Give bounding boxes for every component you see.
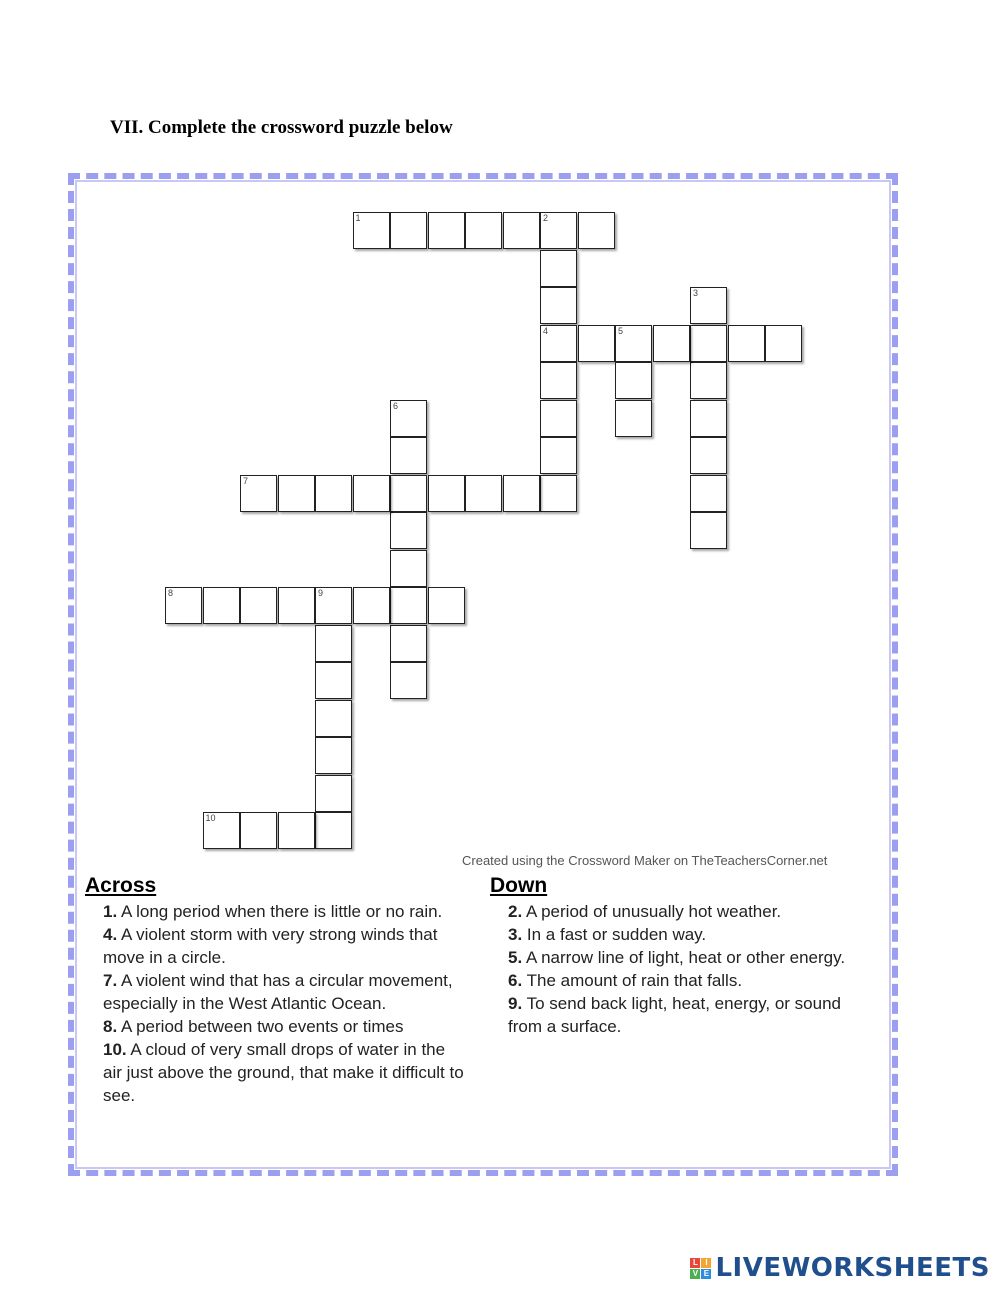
crossword-cell[interactable] <box>390 587 427 624</box>
cell-input[interactable] <box>391 663 426 698</box>
crossword-cell[interactable] <box>540 400 577 437</box>
cell-input[interactable] <box>391 626 426 661</box>
crossword-cell[interactable] <box>728 325 765 362</box>
crossword-cell[interactable] <box>240 812 277 849</box>
crossword-cell[interactable] <box>690 437 727 474</box>
crossword-cell[interactable] <box>390 475 427 512</box>
cell-input[interactable] <box>691 476 726 511</box>
clue-number: 2 <box>543 213 549 223</box>
cell-input[interactable] <box>541 363 576 398</box>
crossword-cell[interactable] <box>690 400 727 437</box>
crossword-cell[interactable] <box>540 362 577 399</box>
cell-input[interactable] <box>691 326 726 361</box>
clue-number: 6 <box>393 400 399 411</box>
crossword-cell[interactable] <box>540 250 577 287</box>
liveworksheets-logo <box>690 1253 990 1283</box>
crossword-cell[interactable] <box>428 587 465 624</box>
credit-text: Created using the Crossword Maker on TheTeachersCorner.net <box>462 853 828 868</box>
cell-input[interactable] <box>541 476 576 511</box>
cell-input[interactable] <box>504 213 539 248</box>
crossword-cell[interactable] <box>203 812 240 849</box>
cell-input[interactable] <box>429 213 464 248</box>
cell-input[interactable] <box>541 438 576 473</box>
cell-input[interactable] <box>429 588 464 623</box>
crossword-cell[interactable] <box>615 362 652 399</box>
crossword-cell[interactable] <box>315 587 352 624</box>
cell-input[interactable] <box>691 363 726 398</box>
cell-input[interactable] <box>391 551 426 586</box>
cell-input[interactable] <box>279 813 314 848</box>
cell-input[interactable] <box>466 476 501 511</box>
clue-down-2: 2. A period of unusually hot weather. <box>508 902 782 921</box>
crossword-cell[interactable] <box>390 212 427 249</box>
crossword-cell[interactable] <box>315 812 352 849</box>
clue-down-6: 6. The amount of rain that falls. <box>508 971 743 990</box>
crossword-cell[interactable] <box>390 400 427 437</box>
cell-input[interactable] <box>391 513 426 548</box>
clue-number: 10 <box>205 813 216 823</box>
cell-input[interactable] <box>429 476 464 511</box>
crossword-cell[interactable] <box>278 587 315 624</box>
crossword-cell[interactable] <box>390 437 427 474</box>
clue-number: 5 <box>618 325 624 336</box>
cell-input[interactable] <box>316 738 351 773</box>
cell-input[interactable] <box>691 513 726 548</box>
crossword-cell[interactable] <box>540 212 577 249</box>
clue-number: 9 <box>318 588 324 598</box>
exercise-heading: VII. Complete the crossword puzzle below <box>110 117 453 138</box>
clue-across-7: 7. A violent wind that has a circular movement, especially in the West Atlantic Ocean. <box>103 971 453 1013</box>
crossword-cell[interactable] <box>428 475 465 512</box>
crossword-cell[interactable] <box>540 475 577 512</box>
liveworksheets-wordmark: LIVEWORKSHEETS <box>715 1253 990 1283</box>
crossword-cell[interactable] <box>315 700 352 737</box>
crossword-cell[interactable] <box>690 512 727 549</box>
cell-input[interactable] <box>391 438 426 473</box>
cell-input[interactable] <box>541 401 576 436</box>
crossword-cell[interactable] <box>653 325 690 362</box>
crossword-cell[interactable] <box>240 475 277 512</box>
clue-across-10: 10. A cloud of very small drops of water in the air just above the ground, that make it difficult to see. <box>103 1040 464 1105</box>
cell-input[interactable] <box>204 588 239 623</box>
crossword-cell[interactable] <box>315 475 352 512</box>
crossword-cell[interactable] <box>353 212 390 249</box>
crossword-cell[interactable] <box>465 212 502 249</box>
crossword-cell[interactable] <box>503 475 540 512</box>
crossword-cell[interactable] <box>615 400 652 437</box>
crossword-cell[interactable] <box>353 587 390 624</box>
crossword-cell[interactable] <box>690 325 727 362</box>
cell-input[interactable] <box>766 326 801 361</box>
cell-input[interactable] <box>316 626 351 661</box>
crossword-cell[interactable] <box>315 775 352 812</box>
cell-input[interactable] <box>391 476 426 511</box>
clue-number: 1 <box>355 213 361 223</box>
crossword-cell[interactable] <box>690 362 727 399</box>
down-clues <box>508 900 853 1038</box>
clue-down-3: 3. In a fast or sudden way. <box>508 925 707 944</box>
cell-input[interactable] <box>241 588 276 623</box>
crossword-cell[interactable] <box>540 437 577 474</box>
clue-across-1: 1. A long period when there is little or no rain. <box>103 902 443 921</box>
cell-input[interactable] <box>391 588 426 623</box>
crossword-cell[interactable] <box>690 475 727 512</box>
crossword-cell[interactable] <box>278 475 315 512</box>
clue-across-4: 4. A violent storm with very strong winds that move in a circle. <box>103 925 438 967</box>
down-title: Down <box>490 874 548 897</box>
clue-number: 3 <box>693 288 699 298</box>
crossword-cell[interactable] <box>315 662 352 699</box>
cell-input[interactable] <box>691 438 726 473</box>
cell-input[interactable] <box>316 663 351 698</box>
cell-input[interactable] <box>654 326 689 361</box>
crossword-cell[interactable] <box>690 287 727 324</box>
cell-input[interactable] <box>279 588 314 623</box>
crossword-cell[interactable] <box>615 325 652 362</box>
liveworksheets-icon: L I V E <box>690 1258 711 1279</box>
clue-number: 7 <box>243 475 249 486</box>
crossword-cell[interactable] <box>315 737 352 774</box>
cell-input[interactable] <box>316 476 351 511</box>
cell-input[interactable] <box>354 588 389 623</box>
crossword-cell[interactable] <box>315 625 352 662</box>
crossword-cell[interactable] <box>765 325 802 362</box>
crossword-cell[interactable] <box>540 287 577 324</box>
crossword-cell[interactable] <box>278 812 315 849</box>
crossword-cell[interactable] <box>203 587 240 624</box>
crossword-cell[interactable] <box>390 662 427 699</box>
cell-input[interactable] <box>579 326 614 361</box>
crossword-cell[interactable] <box>428 212 465 249</box>
cell-input[interactable] <box>504 476 539 511</box>
crossword-cell[interactable] <box>390 625 427 662</box>
clue-across-8: 8. A period between two events or times <box>103 1017 404 1036</box>
across-title: Across <box>85 874 157 897</box>
cell-input[interactable] <box>391 213 426 248</box>
cell-input[interactable] <box>616 363 651 398</box>
cell-input[interactable] <box>241 813 276 848</box>
cell-input[interactable] <box>354 476 389 511</box>
cell-input[interactable] <box>316 701 351 736</box>
crossword-cell[interactable] <box>578 212 615 249</box>
cell-input[interactable] <box>541 288 576 323</box>
crossword-cell[interactable] <box>353 475 390 512</box>
crossword-cell[interactable] <box>240 587 277 624</box>
cell-input[interactable] <box>541 251 576 286</box>
cell-input[interactable] <box>316 813 351 848</box>
crossword-cell[interactable] <box>165 587 202 624</box>
clue-number: 4 <box>543 325 549 336</box>
cell-input[interactable] <box>579 213 614 248</box>
crossword-cell[interactable] <box>465 475 502 512</box>
across-clues <box>103 900 468 1107</box>
clue-number: 8 <box>168 588 174 598</box>
cell-input[interactable] <box>729 326 764 361</box>
cell-input[interactable] <box>616 401 651 436</box>
crossword-cell[interactable] <box>578 325 615 362</box>
crossword-cell[interactable] <box>390 550 427 587</box>
cell-input[interactable] <box>466 213 501 248</box>
crossword-cell[interactable] <box>390 512 427 549</box>
crossword-cell[interactable] <box>540 325 577 362</box>
cell-input[interactable] <box>691 401 726 436</box>
clue-down-9: 9. To send back light, heat, energy, or sound from a surface. <box>508 994 841 1036</box>
crossword-cell[interactable] <box>503 212 540 249</box>
cell-input[interactable] <box>279 476 314 511</box>
cell-input[interactable] <box>316 776 351 811</box>
clue-down-5: 5. A narrow line of light, heat or other energy. <box>508 948 846 967</box>
